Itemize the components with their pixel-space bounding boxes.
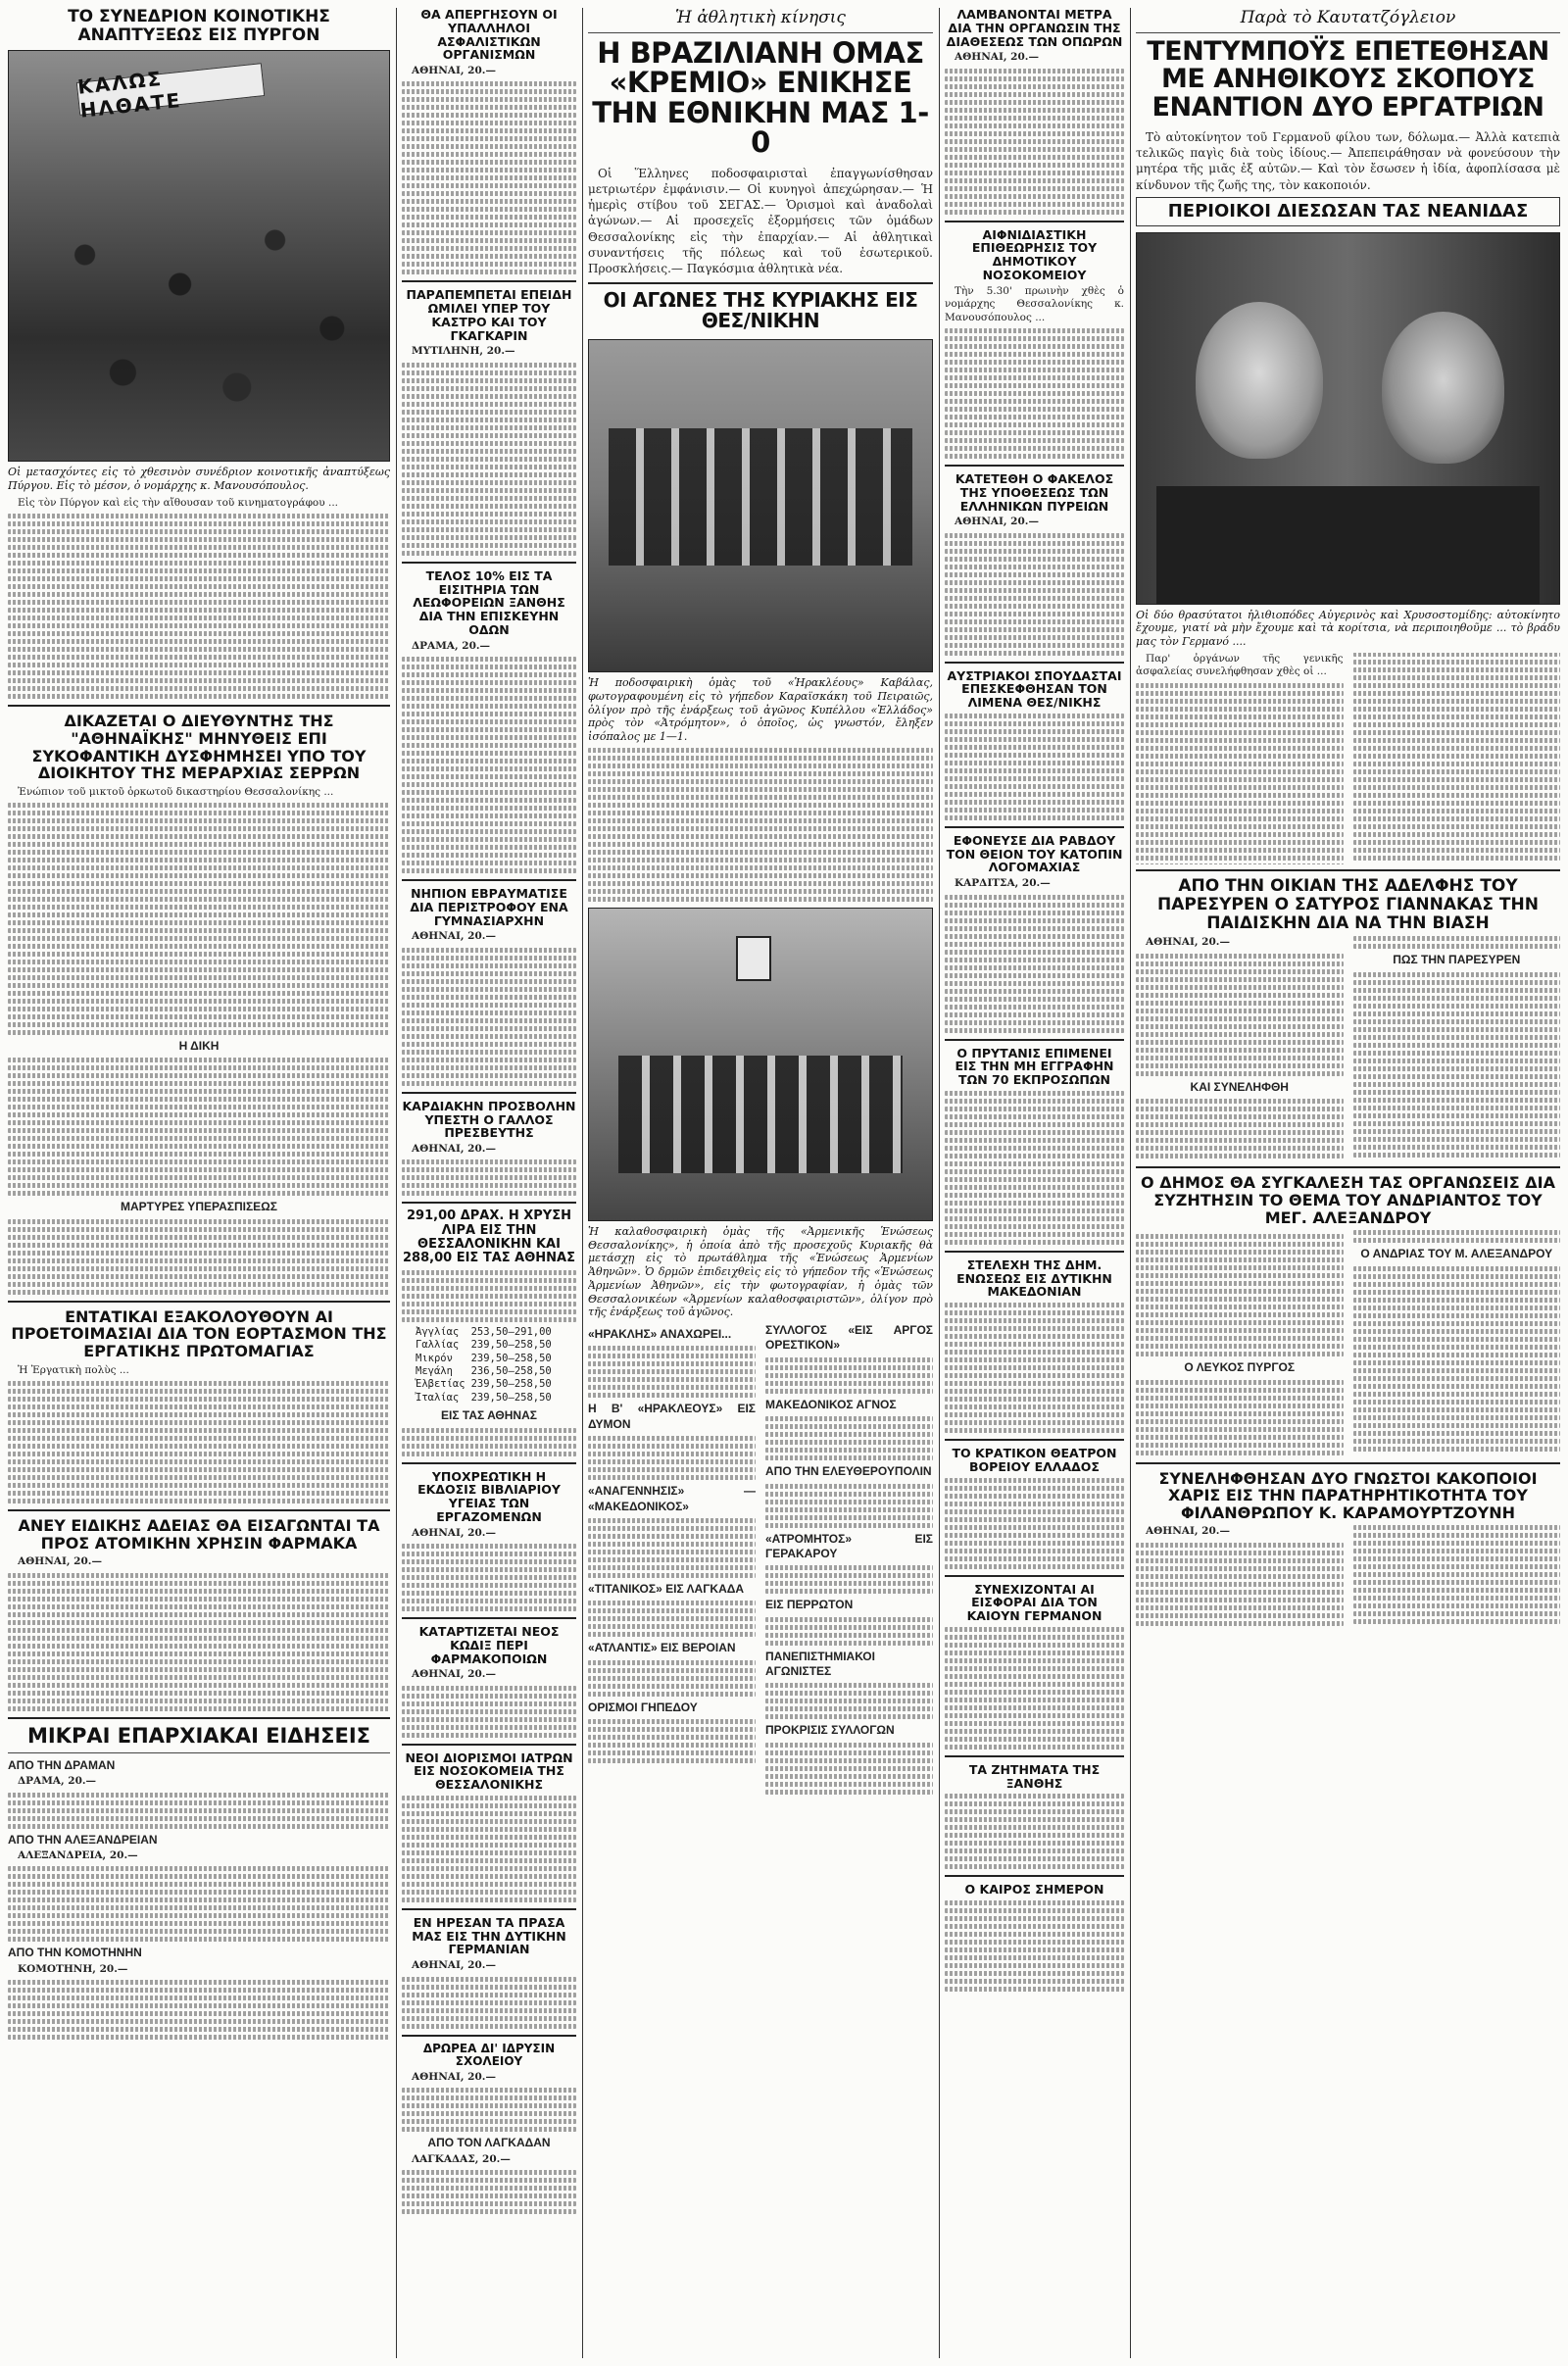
dateline: ΔΡΑΜΑ, 20.— [412,639,491,652]
dateline: ΑΘΗΝΑΙ, 20.— [955,51,1039,64]
headline-chrysi-lira: 291,00 ΔΡΑΧ. Η ΧΡΥΣΗ ΛΙΡΑ ΕΙΣ ΤΗΝ ΘΕΣΣΑΛΟΝΙΚΗΝ ΚΑΙ 288,00 ΕΙΣ ΤΑΣ ΑΘΗΝΑΣ [403,1208,575,1266]
subhead-lagkada: ΑΠΟ ΤΟΝ ΛΑΓΚΑΔΑΝ [427,2136,551,2150]
divider [945,826,1124,828]
divider [945,1755,1124,1757]
headline-perioikoi: ΠΕΡΙΟΙΚΟΙ ΔΙΕΣΩΣΑΝ ΤΑΣ ΝΕΑΝΙΔΑΣ [1136,197,1560,226]
text-lines [588,1660,756,1697]
text-lines [402,1977,576,2029]
divider [1136,1462,1560,1464]
headline-kremio: Η ΒΡΑΖΙΛΙΑΝΗ ΟΜΑΣ «ΚΡΕΜΙΟ» ΕΝΙΚΗΣΕ ΤΗΝ ΕΘΝΙΚΗΝ ΜΑΣ 1-0 [592,36,929,160]
price-label: Ἰταλίας [416,1391,460,1404]
headline-theatro: ΤΟ ΚΡΑΤΙΚΟΝ ΘΕΑΤΡΟΝ ΒΟΡΕΙΟΥ ΕΛΛΑΔΟΣ [952,1446,1117,1474]
article-germania [402,1959,576,2028]
players-shape [609,428,912,566]
divider [945,1875,1124,1877]
text-lines [8,1980,390,2040]
text-lines [765,1416,933,1460]
text-lines [945,1091,1124,1245]
table-row [416,1353,558,1365]
welcome-banner: ΚΑΛΩΣ ΗΛΘΑΤΕ [76,64,266,117]
divider [1136,869,1560,871]
text-lines [945,1303,1124,1433]
subhead-paresyren: ΠΩΣ ΤΗΝ ΠΑΡΕΣΥΡΕΝ [1393,953,1521,967]
price-label: Ἑλβετίας [416,1378,466,1391]
article-alexandros [1136,1230,1560,1455]
dateline: ΑΘΗΝΑΙ, 20.— [412,65,496,76]
divider [945,465,1124,467]
divider [8,1509,390,1511]
dateline: ΑΘΗΝΑΙ, 20.— [412,1668,496,1681]
divider [402,879,576,881]
article-lead: Ἐνώπιον τοῦ μικτοῦ ὁρκωτοῦ δικαστηρίου Θεσσαλονίκης ... [18,785,334,798]
headline-iatroi: ΝΕΟΙ ΔΙΟΡΙΣΜΟΙ ΙΑΤΡΩΝ ΕΙΣ ΝΟΣΟΚΟΜΕΙΑ ΤΗΣ ΘΕΣΣΑΛΟΝΙΚΗΣ [405,1750,573,1793]
table-row [416,1378,558,1391]
face-shape-right [1382,312,1504,464]
price-label: Μεγάλη [416,1364,453,1377]
dateline: ΔΡΑΜΑ, 20.— [18,1775,97,1788]
column-2 [402,8,576,2358]
text-lines [8,1381,390,1503]
article-lead: Παρ' ὀργάνων τῆς γενικῆς ἀσφαλείας συνελήφθησαν χθὲς οἱ ... [1136,652,1344,678]
article-gymnastirio [402,930,576,1085]
headline-kakopoioi: ΣΥΝΕΛΗΦΘΗΣΑΝ ΔΥΟ ΓΝΩΣΤΟΙ ΚΑΚΟΠΟΙΟΙ ΧΑΡΙΣ ΕΙΣ ΤΗΝ ΠΑΡΑΤΗΡΗΤΙΚΟΤΗΤΑ ΤΟΥ ΦΙΛΑΝΘΡΩΠΟΥ Κ. ΚΑΡΑΜΟΥΡΤΖΟΥΝΗ [1158,1468,1538,1522]
text-lines [588,1346,756,1398]
text-lines [765,1484,933,1528]
article-scholeio [402,2071,576,2214]
text-lines [765,1565,933,1594]
subhead: ΑΠΟ ΤΗΝ ΕΛΕΥΘΕΡΟΥΠΟΛΙΝ [765,1464,932,1479]
article-pyrkagies [945,516,1124,655]
divider [945,662,1124,664]
text-lines [402,1544,576,1611]
face-shape-left [1196,302,1323,459]
headline-germania: ΕΝ ΗΡΕΣΑΝ ΤΑ ΠΡΑΣΑ ΜΑΣ ΕΙΣ ΤΗΝ ΔΥΤΙΚΗΝ ΓΕΡΜΑΝΙΑΝ [412,1914,566,1957]
text-lines [402,1428,576,1456]
text-lines [402,2088,576,2132]
text-lines [945,1627,1124,1750]
text-lines [588,1436,756,1480]
photo-caption-football: Ἡ ποδοσφαιρικὴ ὁμὰς τοῦ «Ἡρακλέους» Καβάλας, φωτογραφουμένη εἰς τὸ γήπεδον Καραϊσκάκη τοῦ Πειραιῶς, ὀλίγον πρὸ τῆς ἐνάρξεως τοῦ ἀγῶνος Κυπέλλου «Ἑλλάδος» πρὸς τὸν «Ἀτρόμητον», ὁ ὁποῖος, ὡς γνωστόν, ἔληξεν ἰσόπαλος με 1—1. [588,676,933,744]
text-lines [402,1159,576,1196]
divider [588,32,933,33]
headline-presveftis: ΚΑΡΔΙΑΚΗΝ ΠΡΟΣΒΟΛΗΝ ΥΠΕΣΤΗ Ο ΓΑΛΛΟΣ ΠΡΕΣΒΕΥΤΗΣ [402,1098,576,1141]
text-lines [765,1743,933,1795]
article-chrysi-lira [402,1270,576,1456]
column-rule [396,8,397,2358]
divider [8,705,390,707]
divider [402,1908,576,1910]
table-row [416,1326,558,1339]
dateline: ΜΥΤΙΛΗΝΗ, 20.— [412,345,515,358]
text-lines [402,948,576,1086]
headline-limin: ΑΥΣΤΡΙΑΚΟΙ ΣΠΟΥΔΑΣΤΑΙ ΕΠΕΣΚΕΦΘΗΣΑΝ ΤΟΝ ΛΙΜΕΝΑ ΘΕΣ/ΝΙΚΗΣ [947,667,1122,711]
column-rule [1130,8,1131,2358]
headline-eisfores: ΣΥΝΕΧΙΖΟΝΤΑΙ ΑΙ ΕΙΣΦΟΡΑΙ ΔΙΑ ΤΟΝ ΚΑΙΟΥΝ ΓΕΡΜΑΝΟΝ [966,1581,1102,1624]
headline-ypallyloi: ΘΑ ΑΠΕΡΓΗΣΟΥΝ ΟΙ ΥΠΑΛΛΗΛΟΙ ΑΣΦΑΛΙΣΤΙΚΩΝ ΟΡΓΑΝΙΣΜΩΝ [420,8,558,63]
text-lines [945,69,1124,215]
text-lines [8,1866,390,1942]
basket-backboard [736,936,771,981]
text-lines [1136,1525,1560,1628]
table-row [416,1392,558,1405]
text-lines [945,714,1124,820]
column-4 [945,8,1124,2358]
text-lines [945,328,1124,459]
subhead-andrias: Ο ΑΝΔΡΙΑΣ ΤΟΥ Μ. ΑΛΕΞΑΝΔΡΟΥ [1360,1247,1553,1261]
headline-xanthis: ΤΑ ΖΗΤΗΜΑΤΑ ΤΗΣ ΞΑΝΘΗΣ [968,1761,1101,1791]
headline-gymnastirio: ΝΗΠΙΟΝ ΕΒΡΑΥΜΑΤΙΣΕ ΔΙΑ ΠΕΡΙΣΤΡΟΦΟΥ ΕΝΑ ΓΥΜΝΑΣΙΑΡΧΗΝ [410,886,568,928]
price-value: 239,50—258,50 [470,1391,552,1404]
headline-athinaiki: ΔΙΚΑΖΕΤΑΙ Ο ΔΙΕΥΘΥΝΤΗΣ ΤΗΣ "ΑΘΗΝΑΪΚΗΣ" ΜΗΝΥΘΕΙΣ ΕΠΙ ΣΥΚΟΦΑΝΤΙΚΗ ΔΥΣΦΗΜΗΣΕΙ ΥΠΟ ΤΟΥ ΔΙΟΙΚΗΤΟΥ ΤΗΣ ΜΕΡΑΡΧΙΑΣ ΣΕΡΡΩΝ [31,712,367,783]
article-gagarin [402,345,576,555]
article-kairos [945,1900,1124,1992]
divider [1136,1166,1560,1168]
text-lines [402,2170,576,2214]
headline-tentyboys: ΤΕΝΤΥΜΠΟΫΣ ΕΠΕΤΕΘΗΣΑΝ ΜΕ ΑΝΗΘΙΚΟΥΣ ΣΚΟΠΟΥΣ ΕΝΑΝΤΙΟΝ ΔΥΟ ΕΡΓΑΤΡΙΩΝ [1147,36,1549,123]
price-value: 253,50—291,00 [470,1325,552,1338]
subhead-diki: Η ΔΙΚΗ [178,1039,220,1054]
article-sports-briefs [588,1323,933,1795]
text-lines [945,533,1124,656]
divider [402,2035,576,2037]
photo-congress [8,50,390,462]
article-xanthi [402,640,576,873]
subhead: «ΤΙΤΑΝΙΚΟΣ» ΕΙΣ ΛΑΓΚΑΔΑ [588,1581,745,1596]
price-label: Μικρόν [416,1352,453,1364]
headline-pyrkagies: ΚΑΤΕΤΕΘΗ Ο ΦΑΚΕΛΟΣ ΤΗΣ ΥΠΟΘΕΣΕΩΣ ΤΩΝ ΕΛΛΗΝΙΚΩΝ ΠΥΡΕΙΩΝ [955,471,1114,514]
article-theatro [945,1478,1124,1569]
article-kodix [402,1668,576,1737]
article-protomagia [8,1364,390,1503]
column-5 [1136,8,1560,2358]
article-kremio-summary [588,166,933,276]
divider [402,562,576,564]
subhead-drama: ΑΠΟ ΤΗΝ ΔΡΑΜΑΝ [8,1757,116,1772]
headline-kairos: Ο ΚΑΙΡΟΣ ΣΗΜΕΡΟΝ [964,1882,1104,1898]
divider [402,1617,576,1619]
headline-gagarin: ΠΑΡΑΠΕΜΠΕΤΑΙ ΕΠΕΙΔΗ ΩΜΙΛΕΙ ΥΠΕΡ ΤΟΥ ΚΑΣΤΡΟ ΚΑΙ ΤΟΥ ΓΚΑΓΚΑΡΙΝ [406,287,572,343]
article-farmaka [8,1555,390,1710]
subhead: Η Β' «ΗΡΑΚΛΕΟΥΣ» ΕΙΣ ΔΥΜΟΝ [588,1402,756,1431]
headline-prytanis: Ο ΠΡΥΤΑΝΙΣ ΕΠΙΜΕΝΕΙ ΕΙΣ ΤΗΝ ΜΗ ΕΓΓΡΑΦΗΝ ΤΩΝ 70 ΕΚΠΡΟΣΩΠΩΝ [955,1045,1114,1088]
text-lines [765,1617,933,1646]
headline-eparchiakai: ΜΙΚΡΑΙ ΕΠΑΡΧΙΑΚΑΙ ΕΙΔΗΣΕΙΣ [26,1723,371,1748]
text-lines [1136,1234,1344,1356]
article-pyrgos [8,497,390,699]
text-lines [1136,954,1344,1076]
article-prytanis [945,1091,1124,1245]
column-3 [588,8,933,2358]
text-lines [1353,972,1561,1158]
text-lines [588,1719,756,1763]
text-lines [765,1683,933,1719]
article-vivliaria [402,1527,576,1611]
headline-dimoi: ΣΤΕΛΕΧΗ ΤΗΣ ΔΗΜ. ΕΝΩΣΕΩΣ ΕΙΣ ΔΥΤΙΚΗΝ ΜΑΚΕΔΟΝΙΑΝ [956,1257,1112,1300]
dateline: ΑΘΗΝΑΙ, 20.— [1146,1525,1230,1538]
article-tentyboys-summary [1136,129,1560,193]
price-value: 239,50—258,50 [470,1378,552,1391]
headline-rabdos: ΕΦΟΝΕΥΣΕ ΔΙΑ ΡΑΒΔΟΥ ΤΟΝ ΘΕΙΟΝ ΤΟΥ ΚΑΤΟΠΙΝ ΛΟΓΟΜΑΧΙΑΣ [946,832,1123,875]
dateline: ΑΘΗΝΑΙ, 20.— [412,930,496,943]
divider [945,1251,1124,1253]
photo-football-team [588,339,933,672]
text-lines [765,1357,933,1394]
section-kicker-kautatzogleion: Παρὰ τὸ Καυτατζόγλειον [1240,8,1456,27]
table-row [416,1339,558,1352]
headline-pyrgos: ΤΟ ΣΥΝΕΔΡΙΟΝ ΚΟΙΝΟΤΙΚΗΣ ΑΝΑΠΤΥΞΕΩΣ ΕΙΣ ΠΥΡΓΟΝ [68,8,330,45]
headline-satyros: ΑΠΟ ΤΗΝ ΟΙΚΙΑΝ ΤΗΣ ΑΔΕΛΦΗΣ ΤΟΥ ΠΑΡΕΣΥΡΕΝ Ο ΣΑΤΥΡΟΣ ΓΙΑΝΝΑΚΑΣ ΤΗΝ ΠΑΙΔΙΣΚΗΝ ΔΙΑ ΝΑ ΤΗΝ ΒΙΑΣΗ [1157,876,1539,933]
photo-suspects [1136,232,1560,605]
article-eparchiakai [8,1758,390,2040]
headline-nosokomeio: ΑΙΦΝΙΔΙΑΣΤΙΚΗ ΕΠΙΘΕΩΡΗΣΙΣ ΤΟΥ ΔΗΜΟΤΙΚΟΥ ΝΟΣΟΚΟΜΕΙΟΥ [971,226,1098,282]
price-value: 236,50—258,50 [470,1364,552,1377]
headline-scholeio: ΔΡΩΡΕΑ ΔΙ' ΙΔΡΥΣΙΝ ΣΧΟΛΕΙΟΥ [422,2041,556,2068]
photo-basketball-team [588,908,933,1221]
divider [402,1092,576,1094]
divider [588,282,933,284]
text-lines [402,1686,576,1738]
article-dimoi [945,1303,1124,1433]
text-lines [402,1270,576,1322]
text-lines [8,1573,390,1711]
article-eisfores [945,1627,1124,1750]
article-lead: Ἡ Ἐργατικὴ πολὺς ... [18,1363,129,1376]
subhead-athinas: ΕΙΣ ΤΑΣ ΑΘΗΝΑΣ [441,1408,537,1423]
text-lines [945,1478,1124,1569]
divider [402,1462,576,1464]
text-lines [1353,1266,1561,1452]
article-satyros [1136,936,1560,1160]
text-lines [402,363,576,556]
gold-price-table [416,1326,558,1405]
subhead-komotini: ΑΠΟ ΤΗΝ ΚΟΜΟΤΗΝΗΝ [8,1946,142,1960]
dateline: ΑΘΗΝΑΙ, 20.— [412,2071,496,2084]
subhead: ΟΡΙΣΜΟΙ ΓΗΠΕΔΟΥ [588,1700,698,1714]
headline-xanthi: ΤΕΛΟΣ 10% ΕΙΣ ΤΑ ΕΙΣΙΤΗΡΙΑ ΤΩΝ ΛΕΩΦΟΡΕΙΩΝ ΞΑΝΘΗΣ ΔΙΑ ΤΗΝ ΕΠΙΣΚΕΥΗΝ ΟΔΩΝ [413,567,565,637]
article-presveftis [402,1143,576,1196]
dateline: ΑΘΗΝΑΙ, 20.— [1146,936,1230,949]
column-1 [8,8,390,2358]
players-shape [618,1056,903,1173]
divider [8,1752,390,1753]
text-lines [588,748,933,902]
dateline: ΑΘΗΝΑΙ, 20.— [18,1555,102,1568]
text-lines [402,1796,576,1902]
text-lines [402,657,576,873]
dateline: ΛΑΓΚΑΔΑΣ, 20.— [412,2152,511,2165]
dateline: ΑΘΗΝΑΙ, 20.— [412,1959,496,1972]
divider [8,1301,390,1303]
article-agones [588,748,933,902]
article-lead: Τὴν 5.30' πρωινὴν χθὲς ὁ νομάρχης Θεσσαλονίκης κ. Μανουσόπουλος ... [945,284,1124,323]
dateline: ΑΛΕΞΑΝΔΡΕΙΑ, 20.— [18,1848,138,1861]
text-lines [1136,653,1560,863]
divider [8,1717,390,1719]
section-kicker-sports: Ἡ ἀθλητικὴ κίνησις [675,8,846,27]
subhead-lefkos-pyrgos: Ο ΛΕΥΚΟΣ ΠΥΡΓΟΣ [1184,1360,1296,1375]
article-iatroi [402,1796,576,1902]
text-lines [8,1793,390,1829]
subhead: ΣΥΛΛΟΓΟΣ «ΕΙΣ ΑΡΓΟΣ ΟΡΕΣΤΙΚΟΝ» [765,1323,933,1353]
subhead: «ΑΝΑΓΕΝΝΗΣΙΣ» — «ΜΑΚΕΔΟΝΙΚΟΣ» [588,1484,756,1513]
photo-caption-suspects: Οἱ δύο θρασύτατοι ἠλιθιοπόδες Αὐγερινὸς καὶ Χρυσοστομίδης: αὐτοκίνητο ἔχουμε, γιατί νὰ μὴν ἔχουμε καὶ τὰ κορίτσια, νὰ περιποιηθοῦμε ... τὸ βράδυ μας τὸν Γερμανό .... [1136,608,1560,649]
article-nosokomeio [945,285,1124,459]
crowd-shape [9,167,389,461]
divider [945,221,1124,222]
text-lines [402,81,576,274]
column-rule [939,8,940,2358]
price-value: 239,50—258,50 [470,1339,552,1352]
subhead: ΜΑΚΕΔΟΝΙΚΟΣ ΑΓΝΟΣ [765,1397,897,1411]
price-label: Ἀγγλίας [416,1325,460,1338]
text-lines [8,803,390,1035]
headline-opora: ΛΑΜΒΑΝΟΝΤΑΙ ΜΕΤΡΑ ΔΙΑ ΤΗΝ ΟΡΓΑΝΩΣΙΝ ΤΗΣ ΔΙΑΘΕΣΕΩΣ ΤΩΝ ΟΠΩΡΩΝ [946,8,1123,49]
headline-agones: ΟΙ ΑΓΩΝΕΣ ΤΗΣ ΚΥΡΙΑΚΗΣ ΕΙΣ ΘΕΣ/ΝΙΚΗΝ [603,288,918,333]
divider [945,1575,1124,1577]
article-lead: Εἰς τὸν Πύργον καὶ εἰς τὴν αἴθουσαν τοῦ κινηματογράφου ... [18,496,338,509]
divider [402,1744,576,1746]
article-xanthis [945,1794,1124,1869]
text-lines [8,1219,390,1295]
price-value: 239,50—258,50 [470,1352,552,1364]
text-lines [945,895,1124,1033]
text-lines [945,1794,1124,1869]
article-ypallyloi [402,65,576,274]
article-rabdos [945,877,1124,1032]
divider [402,280,576,282]
subhead: «ΑΤΡΟΜΗΤΟΣ» ΕΙΣ ΓΕΡΑΚΑΡΟΥ [765,1531,933,1560]
text-lines [8,1058,390,1196]
divider [945,1039,1124,1041]
dateline: ΑΘΗΝΑΙ, 20.— [412,1526,496,1539]
dateline: ΚΑΡΔΙΤΣΑ, 20.— [955,877,1051,890]
text-lines [588,1518,756,1578]
text-lines [945,1900,1124,1992]
subhead: ΠΑΝΕΠΙΣΤΗΜΙΑΚΟΙ ΑΓΩΝΙΣΤΕΣ [765,1649,875,1678]
column-rule [582,8,583,2358]
dateline: ΑΘΗΝΑΙ, 20.— [955,516,1039,528]
article-kakopoioi [1136,1525,1560,1628]
table-row [416,1365,558,1378]
divider [402,1202,576,1204]
headline-kodix: ΚΑΤΑΡΤΙΖΕΤΑΙ ΝΕΟΣ ΚΩΔΙΞ ΠΕΡΙ ΦΑΡΜΑΚΟΠΟΙΩΝ [418,1624,560,1666]
divider [1136,32,1560,33]
subhead: «ΗΡΑΚΛΗΣ» ΑΝΑΧΩΡΕΙ... [588,1327,732,1342]
article-tentyboys [1136,653,1560,863]
article-limin [945,714,1124,820]
divider [945,1439,1124,1441]
subhead: ΕΙΣ ΠΕΡΡΩΤΟΝ [765,1598,854,1612]
article-opora [945,51,1124,214]
subhead-martyres: ΜΑΡΤΥΡΕΣ ΥΠΕΡΑΣΠΙΣΕΩΣ [120,1200,277,1214]
text-lines [588,1601,756,1637]
dateline: ΑΘΗΝΑΙ, 20.— [412,1143,496,1155]
photo-caption-congress: Οἱ μετασχόντες εἰς τὸ χθεσινὸν συνέδριον κοινοτικῆς ἀναπτύξεως Πύργου. Εἰς τὸ μέσον, ὁ νομάρχης κ. Μανουσόπουλος. [8,466,390,493]
article-athinaiki [8,786,390,1295]
clothing-shape [1156,486,1540,604]
headline-alexandros: Ο ΔΗΜΟΣ ΘΑ ΣΥΓΚΑΛΕΣΗ ΤΑΣ ΟΡΓΑΝΩΣΕΙΣ ΔΙΑ ΣΥΖΗΤΗΣΙΝ ΤΟ ΘΕΜΑ ΤΟΥ ΑΝΔΡΙΑΝΤΟΣ ΤΟΥ ΜΕΓ. ΑΛΕΞΑΝΔΡΟΥ [1141,1173,1555,1227]
headline-protomagia: ΕΝΤΑΤΙΚΑΙ ΕΞΑΚΟΛΟΥΘΟΥΝ ΑΙ ΠΡΟΕΤΟΙΜΑΣΙΑΙ ΔΙΑ ΤΟΝ ΕΟΡΤΑΣΜΟΝ ΤΗΣ ΕΡΓΑΤΙΚΗΣ ΠΡΩΤΟΜΑΓΙΑΣ [11,1306,387,1361]
headline-vivliaria: ΥΠΟΧΡΕΩΤΙΚΗ Η ΕΚΔΟΣΙΣ ΒΙΒΛΙΑΡΙΟΥ ΥΓΕΙΑΣ ΤΩΝ ΕΡΓΑΖΟΜΕΝΩΝ [417,1468,561,1524]
price-label: Γαλλίας [416,1339,460,1352]
subhead: ΠΡΟΚΡΙΣΙΣ ΣΥΛΛΟΓΩΝ [765,1723,895,1738]
subhead-alexandreia: ΑΠΟ ΤΗΝ ΑΛΕΞΑΝΔΡΕΙΑΝ [8,1832,158,1847]
text-lines [8,514,390,699]
photo-caption-basketball: Ἡ καλαθοσφαιρικὴ ὁμὰς τῆς «Ἀρμενικῆς Ἑνώσεως Θεσσαλονίκης», ἡ ὁποία ἀπὸ τῆς προσεχοῦς Κυριακῆς θὰ μετάσχῃ εἰς τὸ πρωτάθλημα τῆς «Ἑνώσεως Ἀρμενίων Ἀθηνῶν». Ὁ δρμῶν ἐπιδειχθεὶς εἰς τὸ γήπεδον τῆς «Ἑνώσεως Ἀρμενίων Ἀθηνῶν», εἰς τὴν φωτογραφίαν, ἡ ὁμὰς τῶν Θεσσαλονικέων «Ἀρμενίων καλαθοσφαιριστῶν», ὀλίγον πρὸ τῆς ἐνάρξεως τοῦ ἀγῶνος. [588,1224,933,1319]
article-lead: Οἱ Ἕλληνες ποδοσφαιρισταὶ ἐπαγγωνίσθησαν μετριωτέρν ἐμφάνισιν.— Οἱ κυνηγοὶ ἀπεχώρησαν.— Ἡ ἡμερὶς στίβου τοῦ ΣΕΓΑΣ.— Ὁρισμοὶ καὶ ἀναδολαὶ ἀγώνων.— Αἱ προσεχεῖς ἐξορμήσεις τῶν ὁμάδων Θεσσαλονίκης εἰς τὴν ἐπαρχίαν.— Αἱ ἀθλητικαὶ συναντήσεις τῆς πόλεως καὶ τοῦ ἐσωτερικοῦ. Προσκλήσεις.— Παγκόσμια ἀθλητικὰ νέα. [588,166,933,275]
dateline: ΚΟΜΟΤΗΝΗ, 20.— [18,1962,128,1975]
subhead-syneleifthi: ΚΑΙ ΣΥΝΕΛΗΦΘΗ [1190,1079,1289,1094]
article-lead: Τὸ αὐτοκίνητον τοῦ Γερμανοῦ φίλου των, δόλωμα.— Ἀλλὰ κατεπιὰ τελικῶς παγὶς διὰ τοὺς ἰδίους.— Ἀπεπειράθησαν νὰ φονεύσουν τὴν μητέρα τῆς μιᾶς ἐξ αὐτῶν.— Καὶ τὸν ἔσωσεν ἡ ἰδία, ἀφοπλίσασα μὲ κίνδυνον τῆς ζωῆς της, τὸν κακοποιόν. [1136,130,1560,192]
headline-farmaka: ΑΝΕΥ ΕΙΔΙΚΗΣ ΑΔΕΙΑΣ ΘΑ ΕΙΣΑΓΩΝΤΑΙ ΤΑ ΠΡΟΣ ΑΤΟΜΙΚΗΝ ΧΡΗΣΙΝ ΦΑΡΜΑΚΑ [18,1516,380,1553]
subhead: «ΑΤΛΑΝΤΙΣ» ΕΙΣ ΒΕΡΟΙΑΝ [588,1641,736,1655]
